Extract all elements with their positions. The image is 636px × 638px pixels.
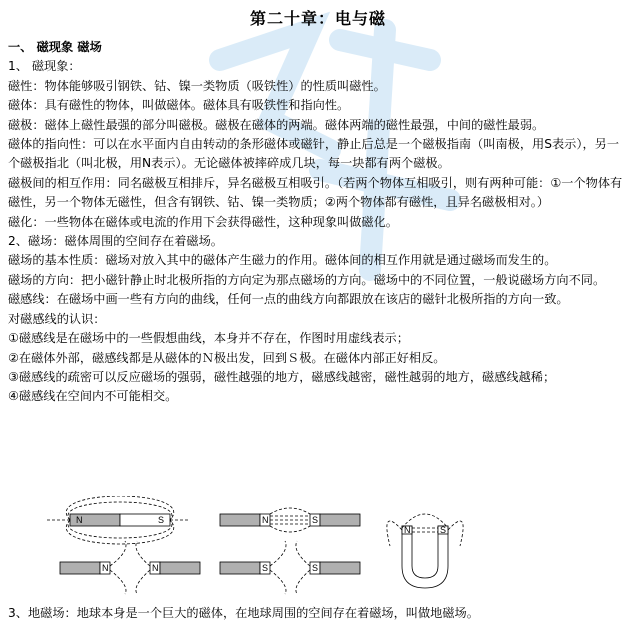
pole-label-n: N	[152, 563, 159, 573]
paragraph-directivity: 磁体的指向性：可以在水平面内自由转动的条形磁体或磁针，静止后总是一个磁极指南（叫南极，用S表示），另一个磁极指北（叫北极，用N表示）。无论磁体被摔碎成几块，每一块都有两个磁极。	[8, 137, 620, 171]
subheading-magnetic-phenomena: 1、 磁现象：	[8, 59, 81, 74]
bar-magnet-diagram	[46, 496, 190, 544]
list-item-2: ②在磁体外部，磁感线都是从磁体的Ｎ极出发，回到Ｓ极。在磁体内部正好相反。	[8, 350, 446, 365]
repelling-magnets-s-diagram	[220, 541, 360, 594]
magnetic-field-diagrams	[40, 496, 500, 596]
paragraph-field-direction: 磁场的方向：把小磁针静止时北极所指的方向定为那点磁场的方向。磁场中的不同位置，一般说磁场方向不同。	[8, 272, 606, 287]
list-item-4: ④磁感线在空间内不可能相交。	[8, 389, 178, 404]
pole-label-n: N	[262, 515, 269, 525]
chapter-title: 第二十章：电与磁	[249, 9, 386, 28]
paragraph-magnetism: 磁性：物体能够吸引钢铁、钴、镍一类物质（吸铁性）的性质叫磁性。	[8, 78, 386, 93]
subheading-geomagnetic-field: 3、地磁场：地球本身是一个巨大的磁体，在地球周围的空间存在着磁场，叫做地磁场。	[8, 606, 479, 620]
list-item-1: ①磁感线是在磁场中的一些假想曲线，本身并不存在，作图时用虚线表示；	[8, 331, 409, 346]
section-heading-1: 一、 磁现象 磁场	[8, 40, 102, 54]
horseshoe-magnet-diagram	[387, 514, 463, 588]
list-item-3: ③磁感线的疏密可以反应磁场的强弱，磁性越强的地方，磁感线越密，磁性越弱的地方，磁感线越稀；	[8, 369, 556, 384]
paragraph-magnet: 磁体：具有磁性的物体，叫做磁体。磁体具有吸铁性和指向性。	[8, 98, 350, 113]
pole-label-n: N	[102, 563, 109, 573]
attracting-magnets-diagram	[220, 508, 360, 532]
paragraph-field-lines: 磁感线：在磁场中画一些有方向的曲线，任何一点的曲线方向都跟放在该店的磁针北极所指的方向一致。	[8, 292, 569, 307]
paragraph-magnetization: 磁化：一些物体在磁体或电流的作用下会获得磁性，这种现象叫做磁化。	[8, 214, 398, 229]
pole-label-s: S	[158, 515, 165, 525]
pole-label-s: S	[312, 515, 319, 525]
pole-label-n: N	[404, 525, 411, 535]
paragraph-interaction: 磁极间的相互作用：同名磁极互相排斥，异名磁极互相吸引。（若两个物体互相吸引，则有两种可能：①一个物体有磁性，另一个物体无磁性，但含有钢铁、钴、镍一类物质；②两个物体都有磁性，且异名磁极相对。）	[8, 175, 623, 210]
document-body	[8, 38, 630, 407]
pole-label-s: S	[440, 525, 447, 535]
subheading-magnetic-field: 2、磁场：磁体周围的空间存在着磁场。	[8, 234, 223, 249]
pole-label-s: S	[312, 563, 319, 573]
pole-label-n: N	[76, 515, 83, 525]
paragraph-pole: 磁极：磁体上磁性最强的部分叫磁极。磁极在磁体的两端。磁体两端的磁性最强，中间的磁性最弱。	[8, 117, 545, 132]
paragraph-field-property: 磁场的基本性质：磁场对放入其中的磁体产生磁力的作用。磁体间的相互作用就是通过磁场而发生的。	[8, 253, 557, 268]
pole-label-s: S	[262, 563, 269, 573]
repelling-magnets-n-diagram	[60, 541, 200, 594]
paragraph-understanding: 对磁感线的认识：	[8, 311, 106, 326]
